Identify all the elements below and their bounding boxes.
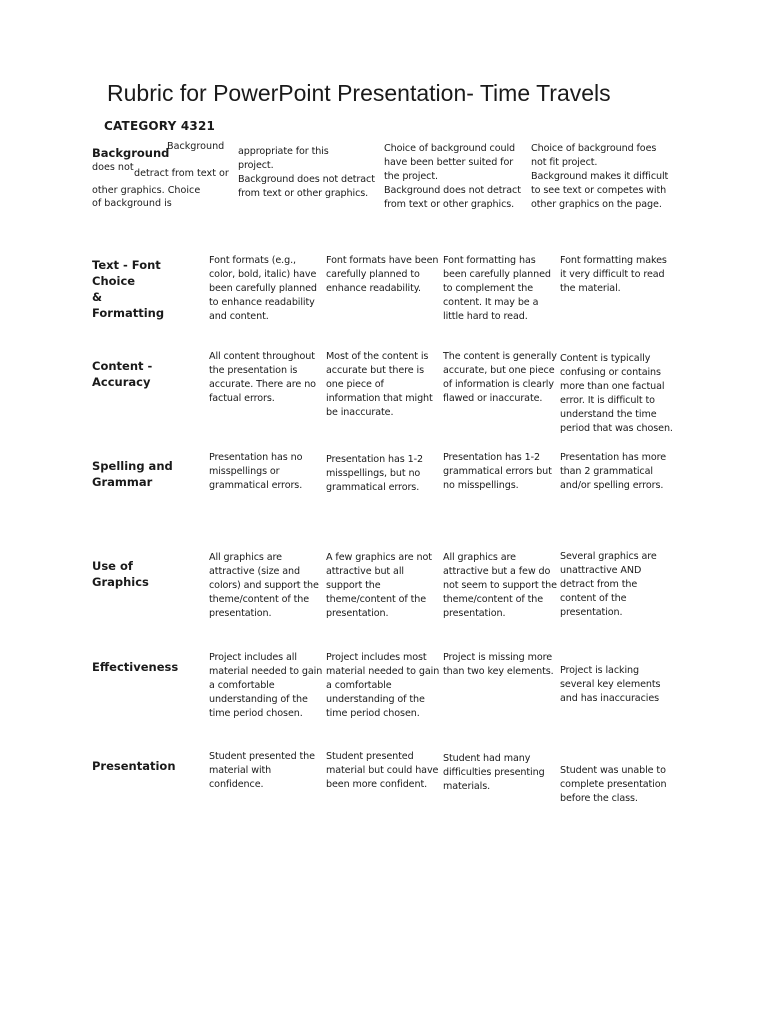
spelling-grammar-cell-3: Presentation has 1-2 grammatical errors but no misspellings. <box>443 452 552 491</box>
row-label-background: Background <box>92 146 170 160</box>
font-choice-cell-4: Font formatting makes it very difficult to read the material. <box>560 255 667 294</box>
background-cell-1-line3: other graphics. Choice <box>92 185 201 196</box>
row-label-effectiveness: Effectiveness <box>92 660 179 674</box>
presentation-cell-2: Student presented material but could have been more confident. <box>326 751 439 790</box>
use-of-graphics-cell-1: All graphics are attractive (size and colors) and support the theme/content of the presentation. <box>209 552 319 619</box>
row-label-use-of-graphics: Use of Graphics <box>92 559 149 589</box>
content-accuracy-cell-3: The content is generally accurate, but one piece of information is clearly flawed or inaccurate. <box>443 351 557 404</box>
row-label-font-choice: Text - Font Choice & Formatting <box>92 258 165 320</box>
spelling-grammar-cell-1: Presentation has no misspellings or grammatical errors. <box>209 452 303 491</box>
background-cell-1-superscript: Background <box>167 141 225 152</box>
row-label-spelling-grammar: Spelling and Grammar <box>92 459 173 489</box>
content-accuracy-cell-2: Most of the content is accurate but there is one piece of information that might be inaccurate. <box>326 351 433 418</box>
spelling-grammar-cell-4: Presentation has more than 2 grammatical and/or spelling errors. <box>560 452 667 491</box>
spelling-grammar-cell-2: Presentation has 1-2 misspellings, but no grammatical errors. <box>326 454 423 493</box>
background-cell-2: appropriate for this project. Background does not detract from text or other graphics. <box>238 146 375 199</box>
page-title: Rubric for PowerPoint Presentation- Time Travels <box>107 80 611 106</box>
font-choice-cell-2: Font formats have been carefully planned to enhance readability. <box>326 255 439 294</box>
use-of-graphics-cell-2: A few graphics are not attractive but all support the theme/content of the presentation. <box>326 552 432 619</box>
use-of-graphics-cell-3: All graphics are attractive but a few do not seem to support the theme/content of the presentation. <box>443 552 557 619</box>
effectiveness-cell-3: Project is missing more than two key elements. <box>443 652 554 677</box>
background-cell-1-line2: detract from text or <box>134 168 229 179</box>
use-of-graphics-cell-4: Several graphics are unattractive AND detract from the content of the presentation. <box>560 551 657 618</box>
effectiveness-cell-2: Project includes most material needed to gain a comfortable understanding of the time period chosen. <box>326 652 440 719</box>
background-cell-3: Choice of background could have been better suited for the project. Background does not detract from text or other graphics. <box>384 143 521 210</box>
background-cell-1-line4: of background is <box>92 198 172 209</box>
presentation-cell-3: Student had many difficulties presenting materials. <box>443 753 545 792</box>
font-choice-cell-3: Font formatting has been carefully planned to complement the content. It may be a little hard to read. <box>443 255 551 322</box>
presentation-cell-1: Student presented the material with confidence. <box>209 751 315 790</box>
content-accuracy-cell-1: All content throughout the presentation is accurate. There are no factual errors. <box>209 351 316 404</box>
effectiveness-cell-4: Project is lacking several key elements and has inaccuracies <box>560 665 661 704</box>
background-cell-1-line1: does not <box>92 162 134 173</box>
category-header: CATEGORY 4321 <box>104 119 216 133</box>
presentation-cell-4: Student was unable to complete presentation before the class. <box>560 765 667 804</box>
background-cell-4: Choice of background foes not fit project. Background makes it difficult to see text or competes with other graphics on the page. <box>531 143 669 210</box>
row-label-content-accuracy: Content - Accuracy <box>92 359 153 389</box>
effectiveness-cell-1: Project includes all material needed to gain a comfortable understanding of the time period chosen. <box>209 652 323 719</box>
row-label-presentation: Presentation <box>92 759 176 773</box>
font-choice-cell-1: Font formats (e.g., color, bold, italic) have been carefully planned to enhance readability and content. <box>209 255 317 322</box>
content-accuracy-cell-4: Content is typically confusing or contains more than one factual error. It is difficult to understand the time period that was chosen. <box>560 353 673 434</box>
